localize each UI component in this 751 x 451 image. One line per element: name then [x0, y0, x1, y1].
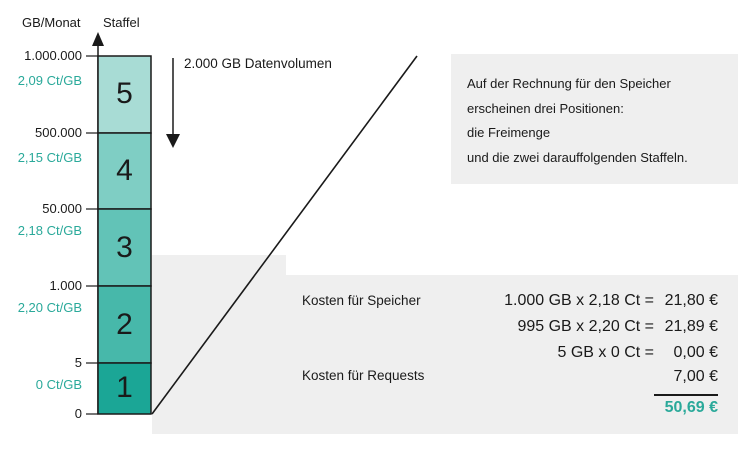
cost-calc: 1.000 GB x 2,18 Ct =: [504, 292, 654, 309]
price-label: 2,15 Ct/GB: [17, 150, 82, 165]
volume-label: 2.000 GB Datenvolumen: [184, 56, 332, 71]
storage-cost-label: Kosten für Speicher: [302, 293, 421, 308]
price-label: 0 Ct/GB: [35, 377, 82, 392]
cost-calc: 995 GB x 2,20 Ct =: [517, 318, 654, 335]
tick-label: 500.000: [35, 125, 82, 140]
staffel-number: 4: [116, 154, 133, 187]
sum-divider: [654, 394, 718, 396]
staffel-number: 5: [116, 77, 133, 110]
requests-amount: 7,00 €: [673, 368, 718, 385]
price-label: 2,09 Ct/GB: [17, 73, 82, 88]
tick-label: 0: [74, 406, 82, 421]
total-amount: 50,69 €: [664, 399, 718, 416]
info-box: [451, 54, 738, 184]
cost-amount: 0,00 €: [673, 344, 718, 361]
info-line: die Freimenge: [467, 125, 551, 140]
staffel-number: 3: [116, 231, 133, 264]
tick-label: 1.000: [49, 278, 82, 293]
staffel-number: 2: [116, 308, 133, 341]
tick-label: 5: [74, 355, 82, 370]
cost-amount: 21,89 €: [664, 318, 718, 335]
tick-label: 1.000.000: [24, 48, 82, 63]
info-line: und die zwei darauffolgenden Staffeln.: [467, 149, 688, 165]
requests-cost-label: Kosten für Requests: [302, 368, 425, 383]
tick-label: 50.000: [42, 201, 82, 216]
volume-arrow-icon: [166, 134, 180, 148]
header-gb-month: GB/Monat: [22, 15, 81, 30]
info-line: Auf der Rechnung für den Speicher: [467, 76, 671, 91]
price-label: 2,20 Ct/GB: [17, 300, 82, 315]
header-staffel: Staffel: [103, 15, 140, 30]
price-label: 2,18 Ct/GB: [17, 223, 82, 238]
axis-arrow-icon: [92, 32, 104, 46]
cost-amount: 21,80 €: [664, 292, 718, 309]
cost-calc: 5 GB x 0 Ct =: [557, 344, 654, 361]
funnel-shade: [152, 255, 286, 434]
staffel-number: 1: [116, 371, 133, 404]
info-line: erscheinen drei Positionen:: [467, 100, 624, 116]
